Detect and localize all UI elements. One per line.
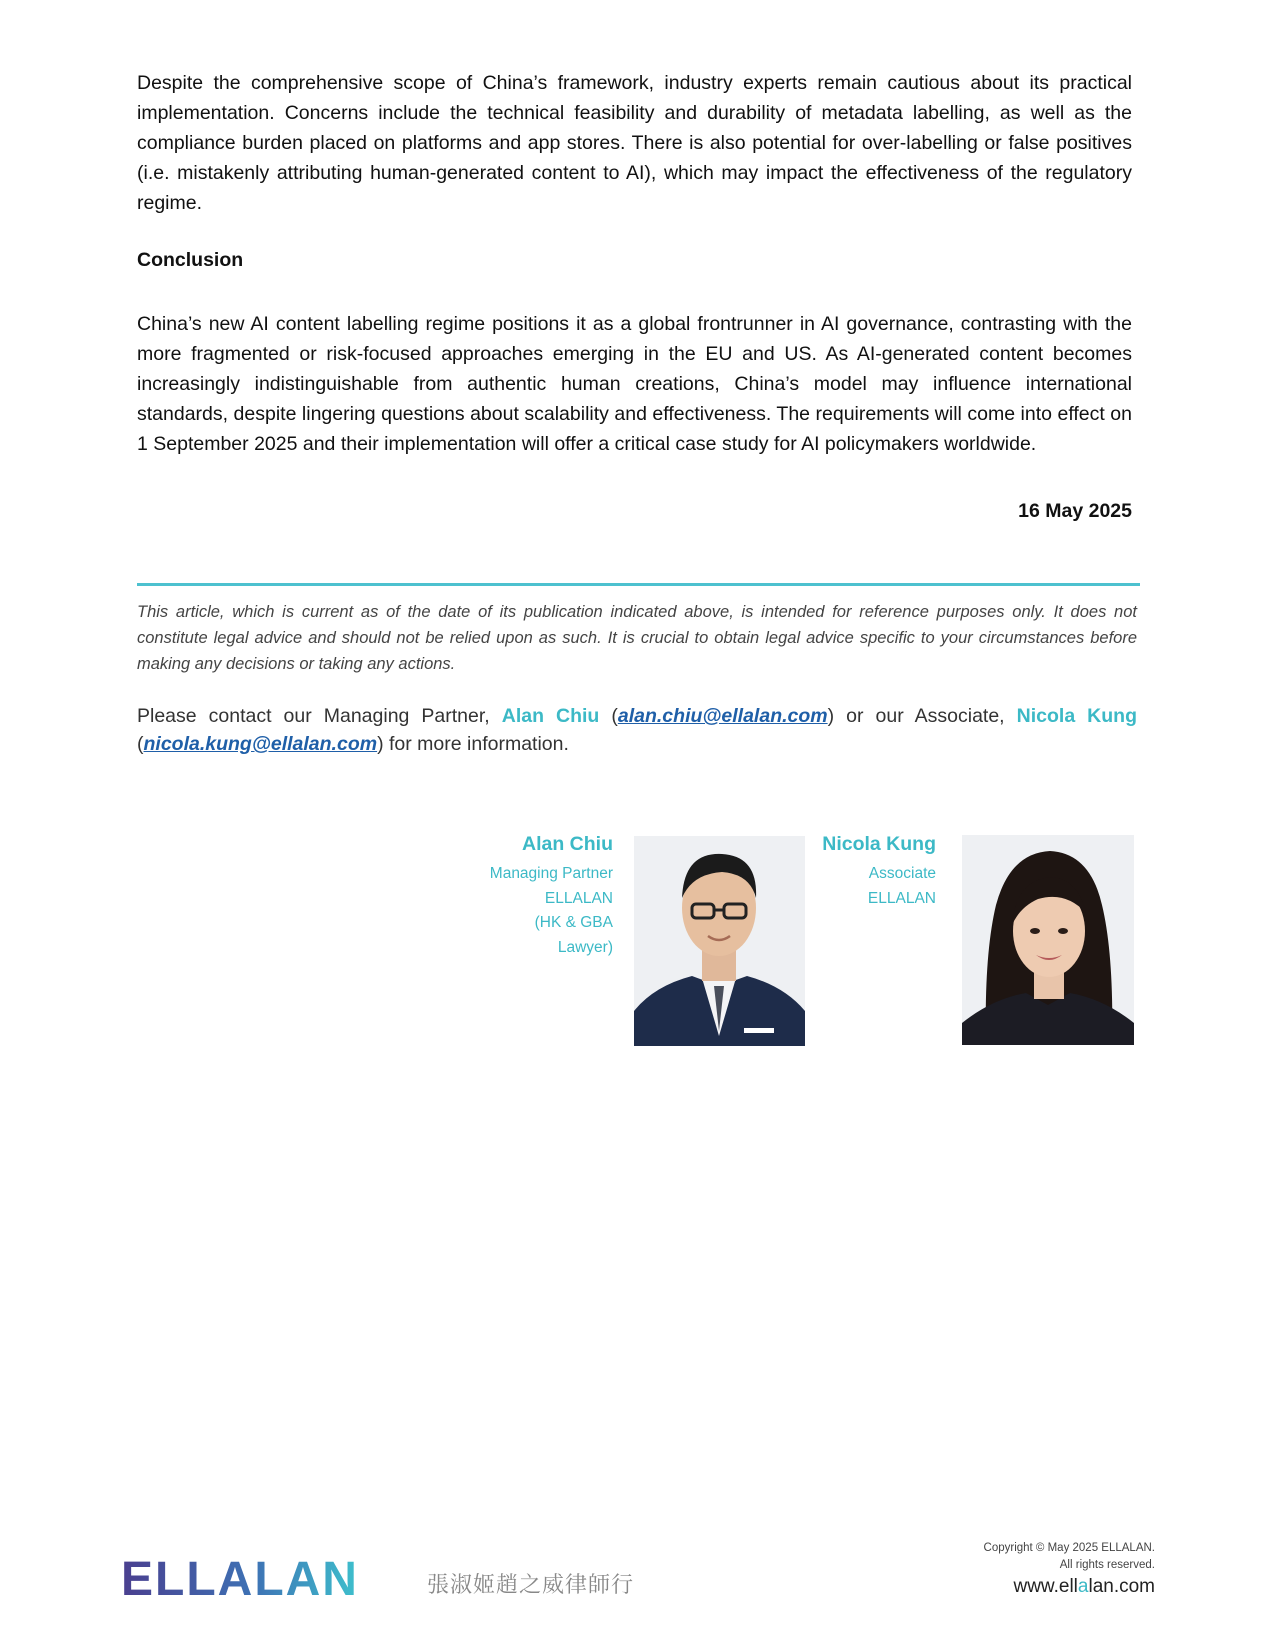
divider xyxy=(137,583,1140,586)
profile-firm: ELLALAN xyxy=(544,889,613,907)
nicola-kung-photo xyxy=(962,835,1134,1045)
conclusion-heading: Conclusion xyxy=(137,249,244,271)
profile-info-alan xyxy=(490,862,613,960)
firm-chinese-name: 張淑姬趙之威律師行 xyxy=(427,1572,635,1597)
associate-email-link[interactable]: nicola.kung@ellalan.com xyxy=(143,733,378,755)
contact-associate-name: Nicola Kung xyxy=(1016,705,1138,727)
logo-wordmark: ELLALAN xyxy=(121,1553,359,1602)
paragraph-implementation-concerns: Despite the comprehensive scope of China’s framework, industry experts remain cautious about its practical implementation. Concerns include the technical feasibility and durability of metadata labelling, as well as the compliance burden placed on platforms and app stores. There is also potential for over-labelling or false positives (i.e. mistakenly attributing human-generated content to AI), which may impact the effectiveness of the regulatory regime. xyxy=(137,72,1132,214)
profile-name-alan: Alan Chiu xyxy=(522,833,613,855)
partner-email-link[interactable]: alan.chiu@ellalan.com xyxy=(617,705,828,727)
alan-chiu-photo xyxy=(634,836,805,1046)
rights-line: All rights reserved. xyxy=(1059,1559,1155,1571)
ellalan-logo xyxy=(121,1552,401,1607)
profile-title: Managing Partner xyxy=(489,865,613,882)
profile-qualification: (HK & GBA xyxy=(534,914,613,931)
website-link[interactable] xyxy=(1013,1576,1155,1598)
profile-title: Associate xyxy=(868,865,936,882)
profile-firm: ELLALAN xyxy=(867,889,936,907)
contact-paragraph: Please contact our Managing Partner, Alan Chiu (alan.chiu@ellalan.com) or our Associate, Nicola Kung (nicola.kung@ellalan.com) for more information. xyxy=(137,705,1138,755)
contact-suffix: for more information. xyxy=(383,733,569,755)
disclaimer-text: This article, which is current as of the date of its publication indicated above, is intended for reference purposes only. It does not constitute legal advice and should not be relied upon as such. It is crucial to obtain legal advice specific to your circumstances before making any decisions or taking any actions. xyxy=(137,603,1137,673)
website-text: lan.com xyxy=(1088,1576,1155,1597)
profile-qualification: Lawyer) xyxy=(557,938,613,956)
profile-info-nicola xyxy=(868,862,936,911)
website-text: www.ell xyxy=(1013,1576,1078,1597)
website-accent-letter: a xyxy=(1077,1576,1089,1597)
contact-partner-name: Alan Chiu xyxy=(501,705,600,727)
contact-middle: or our Associate, xyxy=(834,705,1017,727)
paragraph-conclusion: China’s new AI content labelling regime positions it as a global frontrunner in AI governance, contrasting with the more fragmented or risk-focused approaches emerging in the EU and US. As AI-generated content becomes increasingly indistinguishable from authentic human creations, China’s model may influence international standards, despite lingering questions about scalability and effectiveness. The requirements will come into effect on 1 September 2025 and their implementation will offer a critical case study for AI policymakers worldwide. xyxy=(137,313,1132,455)
profile-name-nicola: Nicola Kung xyxy=(822,833,936,855)
publication-date: 16 May 2025 xyxy=(1018,500,1132,522)
contact-prefix: Please contact our Managing Partner, xyxy=(137,705,502,727)
copyright-notice xyxy=(984,1540,1155,1574)
copyright-line: Copyright © May 2025 ELLALAN. xyxy=(983,1542,1155,1554)
